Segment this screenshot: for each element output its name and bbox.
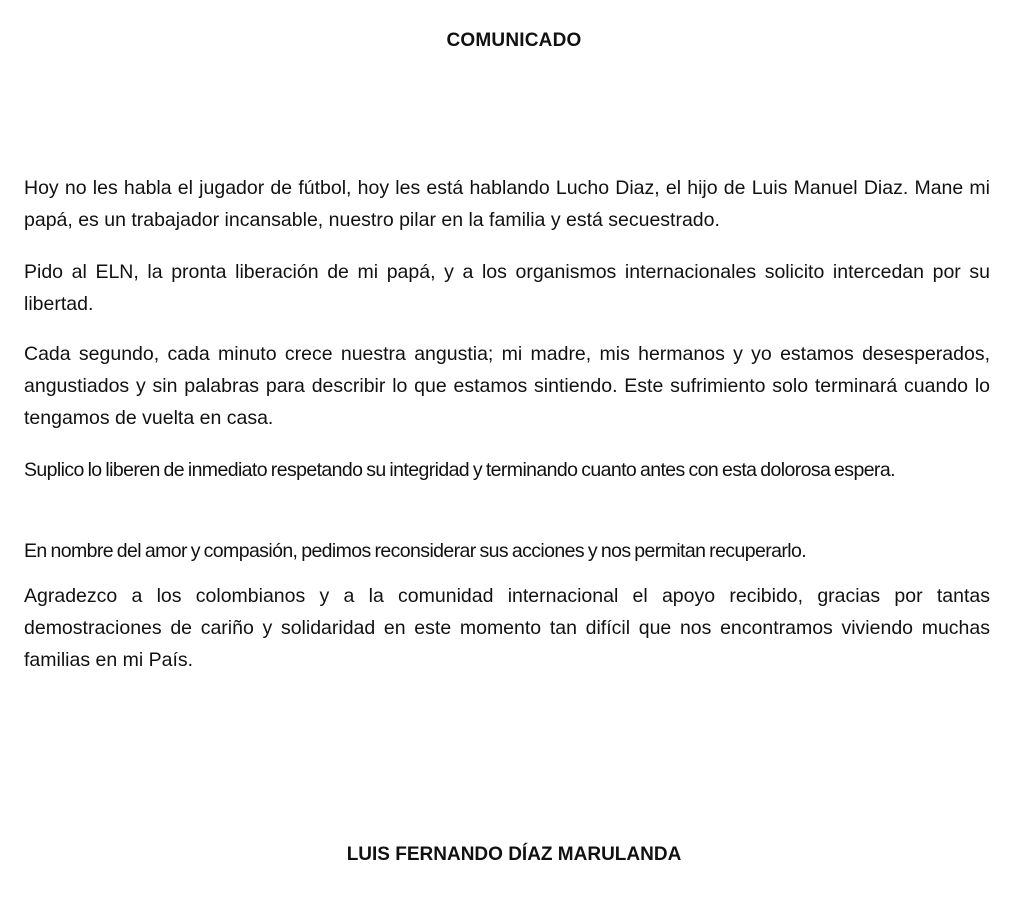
paragraph-3: Cada segundo, cada minuto crece nuestra angustia; mi madre, mis hermanos y yo estamos desesperados, angustiados y sin palabras para describir lo que estamos sintiendo. Este sufrimiento solo terminará cuando lo tengamos de vuelta en casa. [24, 343, 990, 429]
document-title: COMUNICADO [446, 30, 582, 51]
paragraph-5: En nombre del amor y compasión, pedimos reconsiderar sus acciones y nos permitan recuperarlo. [24, 540, 807, 562]
paragraph-1: Hoy no les habla el jugador de fútbol, hoy les está hablando Lucho Diaz, el hijo de Luis Manuel Diaz. Mane mi papá, es un trabajador incansable, nuestro pilar en la familia y está secuestrado. [24, 177, 990, 231]
paragraph-6: Agradezco a los colombianos y a la comunidad internacional el apoyo recibido, gracias por tantas demostraciones de cariño y solidaridad en este momento tan difícil que nos encontramos viviendo muchas familias en mi País. [24, 585, 990, 671]
paragraph-4: Suplico lo liberen de inmediato respetando su integridad y terminando cuanto antes con esta dolorosa espera. [24, 459, 895, 481]
signature: LUIS FERNANDO DÍAZ MARULANDA [346, 844, 682, 865]
paragraph-2: Pido al ELN, la pronta liberación de mi papá, y a los organismos internacionales solicito intercedan por su libertad. [24, 261, 990, 315]
